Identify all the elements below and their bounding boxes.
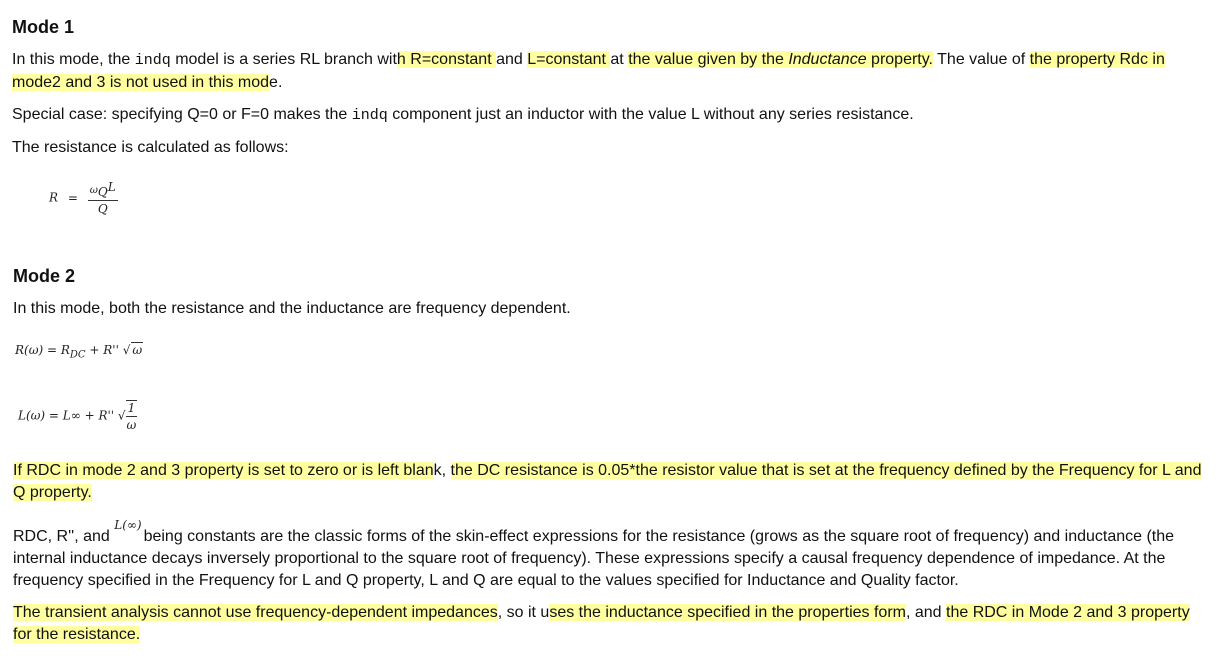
highlight-dc-resistance: the DC resistance is 0.05*the resistor value that is set at the frequency defined by the Frequency for L and Q property. — [13, 462, 1202, 501]
formula-r-lhs: R(ω) = R — [15, 343, 70, 357]
formula-l-numerator: 1 — [127, 401, 136, 415]
highlight-rdc-blank: If RDC in mode 2 and 3 property is set to zero or is left blan — [13, 462, 434, 479]
inductance-frequency-formula — [18, 400, 137, 432]
formula-numerator — [88, 180, 118, 201]
mode1-paragraph-2 — [12, 104, 1207, 127]
formula-l-denominator: ω — [126, 418, 137, 432]
inline-l-infinity: L(∞) — [114, 518, 142, 532]
formula-l-fraction — [126, 400, 138, 432]
mode1-heading: Mode 1 — [12, 17, 75, 37]
highlight-rdc-resistance: the RDC in Mode 2 and 3 property for the resistance. — [13, 604, 1190, 643]
mode2-paragraph-2 — [13, 460, 1208, 504]
mode2-heading: Mode 2 — [13, 266, 76, 286]
mode2-paragraph-4 — [13, 602, 1208, 646]
text-span: In this mode, the — [12, 51, 135, 68]
text-span: Special case: specifying Q=0 or F=0 makes the — [12, 106, 352, 123]
text-span: , and — [905, 604, 946, 621]
text-span: the value given by the — [628, 51, 789, 68]
formula-fraction — [88, 180, 118, 216]
resistance-frequency-formula — [15, 342, 143, 360]
text-span: model is a series RL branch wit — [170, 51, 397, 68]
mode1-paragraph-3: The resistance is calculated as follows: — [12, 139, 289, 156]
formula-r-sub-dc: DC — [69, 349, 86, 361]
highlight-rdc-not-used: the property Rdc in mode2 and 3 is not used in this mod — [12, 51, 1165, 91]
code-indq: indq — [134, 52, 171, 69]
text-span: The value of — [933, 51, 1030, 68]
highlight-inductance-property — [628, 51, 933, 68]
formula-equals: = — [67, 190, 78, 205]
text-span: and — [496, 51, 528, 68]
formula-denominator: Q — [97, 202, 108, 216]
num-l: L — [107, 180, 116, 194]
highlight-inductance-properties: ses the inductance specified in the properties form — [549, 604, 906, 621]
formula-l-lhs: L(ω) = L∞ + R'' — [18, 408, 118, 423]
text-span: , so it u — [497, 604, 550, 621]
mode2-paragraph-1: In this mode, both the resistance and the inductance are frequency dependent. — [13, 300, 571, 317]
sqrt-symbol: √ — [117, 408, 126, 423]
highlight-r-constant: h R=constant — [396, 51, 497, 68]
code-indq: indq — [351, 107, 388, 124]
formula-lhs: R — [49, 190, 59, 205]
text-span: component just an inductor with the value L without any series resistance. — [387, 106, 914, 123]
resistance-formula — [49, 180, 118, 216]
num-omega: ω — [89, 185, 98, 196]
mode1-paragraph-1 — [12, 49, 1207, 94]
text-span: being constants are the classic forms of the skin-effect expressions for the resistance (grows as the square root of frequency) and inductance (the internal inductance decays inversely proportional to the square root of frequency). These expressions specify a causal frequency dependence of impedance. At the frequency specified in the Frequency for L and Q property, L and Q are equal to the values specified for Inductance and Quality factor. — [13, 528, 1175, 589]
text-span: property. — [866, 51, 933, 68]
formula-r-mid: + R'' — [85, 343, 123, 357]
text-span: RDC, R'', and — [13, 528, 115, 545]
text-span: k, — [433, 462, 451, 479]
text-span: at — [610, 51, 629, 68]
mode2-paragraph-3 — [13, 518, 1208, 592]
highlight-transient-analysis: The transient analysis cannot use frequency-dependent impedances — [13, 604, 498, 621]
sqrt-symbol: √ — [122, 343, 131, 357]
num-q: Q — [97, 185, 108, 199]
text-span: e. — [269, 74, 283, 91]
formula-r-radicand: ω — [132, 343, 143, 357]
italic-inductance: Inductance — [788, 51, 867, 68]
highlight-l-constant: L=constant — [527, 51, 611, 68]
